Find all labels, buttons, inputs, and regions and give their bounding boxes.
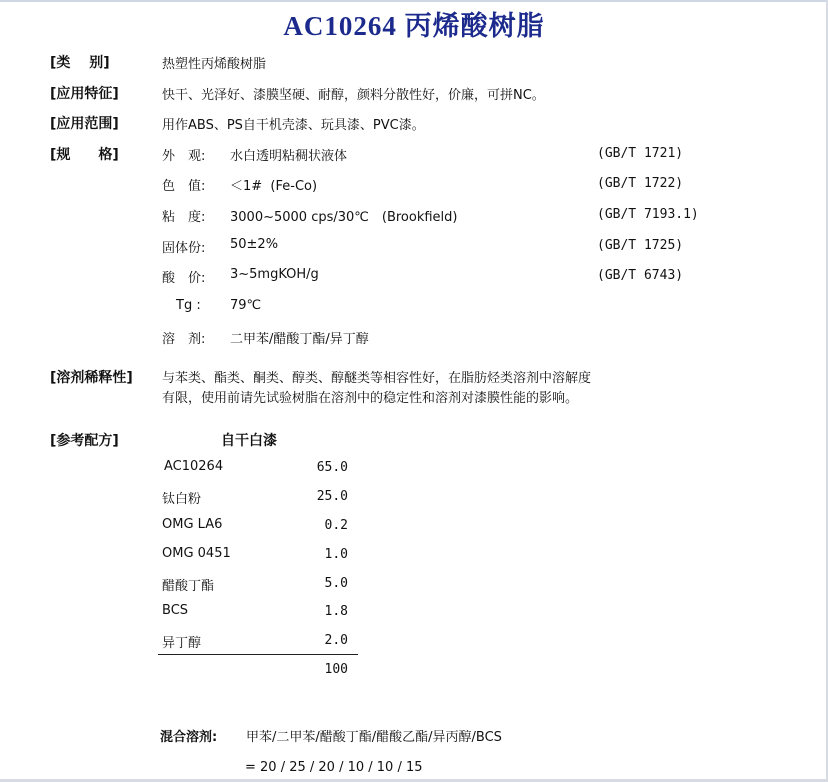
scope-value: 用作ABS、PS自干机壳漆、玩具漆、PVC漆。 (162, 118, 425, 133)
formula-total: 100 (324, 662, 348, 677)
features-value: 快干、光泽好、漆膜坚硬、耐醇，颜料分散性好，价廉，可拼NC。 (162, 88, 545, 103)
spec-name: Tg : (176, 298, 201, 313)
spec-standard: (GB/T 1722) (597, 176, 684, 191)
features-label: [应用特征] (50, 86, 119, 102)
spec-standard: (GB/T 1725) (597, 238, 684, 253)
page-title: AC10264 丙烯酸树脂 (283, 11, 545, 41)
solvent-line-2: 有限，使用前请先试验树脂在溶剂中的稳定性和溶剂对漆膜性能的影响。 (162, 391, 579, 406)
spec-name: 固体份: (162, 241, 206, 256)
spec-name: 色 值: (162, 179, 206, 194)
formula-item-name: 醋酸丁酯 (162, 579, 215, 594)
spec-name: 外 观: (162, 149, 206, 164)
spec-standard: (GB/T 1721) (597, 146, 684, 161)
spec-value: 二甲苯/醋酸丁酯/异丁醇 (230, 332, 369, 347)
scope-label: [应用范围] (50, 116, 119, 132)
mixed-solvent-ratio: = 20 / 25 / 20 / 10 / 10 / 15 (245, 760, 423, 775)
formula-item-name: 异丁醇 (162, 636, 202, 651)
spec-value: 79℃ (230, 298, 262, 313)
formula-item-name: OMG LA6 (162, 517, 223, 532)
spec-label: [规 格] (50, 147, 119, 163)
formula-item-amount: 2.0 (324, 633, 348, 648)
spec-standard: (GB/T 7193.1) (597, 207, 699, 222)
spec-name: 粘 度: (162, 210, 206, 225)
mixed-solvent-label: 混合溶剂: (160, 730, 218, 745)
formula-item-amount: 25.0 (316, 489, 348, 504)
formula-item-name: 钛白粉 (162, 492, 202, 507)
spec-standard: (GB/T 6743) (597, 268, 684, 283)
category-label: [类 别] (50, 55, 110, 71)
spec-name: 酸 价: (162, 271, 206, 286)
top-border (0, 0, 828, 2)
formula-subtitle: 自干白漆 (221, 433, 277, 449)
formula-item-name: BCS (162, 603, 189, 618)
formula-item-amount: 0.2 (324, 518, 348, 533)
spec-value: ＜1# (Fe-Co) (230, 179, 318, 194)
mixed-solvent-value: 甲苯/二甲苯/醋酸丁酯/醋酸乙酯/异丙醇/BCS (246, 730, 502, 745)
category-value: 热塑性丙烯酸树脂 (162, 57, 267, 72)
formula-item-amount: 5.0 (324, 576, 348, 591)
formula-item-amount: 1.0 (324, 547, 348, 562)
spec-name: 溶 剂: (162, 332, 206, 347)
spec-value: 水白透明粘稠状液体 (230, 149, 348, 164)
formula-item-name: OMG 0451 (162, 546, 231, 561)
formula-label: [参考配方] (50, 433, 119, 449)
formula-item-amount: 65.0 (316, 460, 348, 475)
formula-item-amount: 1.8 (324, 604, 348, 619)
formula-item-name: AC10264 (164, 459, 224, 474)
spec-value: 3~5mgKOH/g (230, 267, 319, 282)
solvent-label: [溶剂稀释性] (50, 370, 133, 386)
spec-value: 3000~5000 cps/30℃ (Brookfield) (230, 210, 458, 225)
total-divider (158, 654, 358, 655)
solvent-line-1: 与苯类、酯类、酮类、醇类、醇醚类等相容性好，在脂肪烃类溶剂中溶解度 (162, 371, 592, 386)
spec-value: 50±2% (230, 237, 279, 252)
